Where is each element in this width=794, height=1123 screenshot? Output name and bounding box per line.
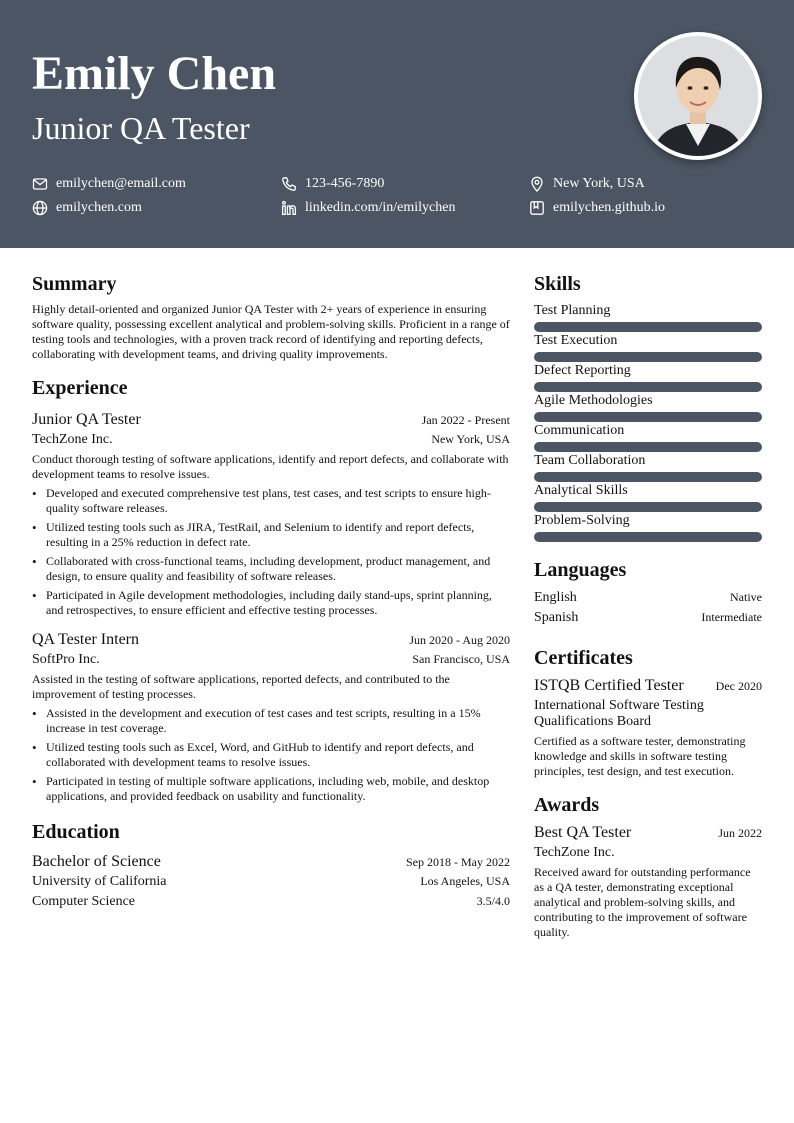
contact-linkedin[interactable] <box>281 198 455 218</box>
award-date: Jun 2022 <box>718 826 762 840</box>
job-bullet: • Utilized testing tools such as Excel, Word, and GitHub to identify and report defects, and collaborated with development teams to resolve issues. <box>32 740 510 770</box>
mail-icon <box>32 176 48 192</box>
contact-github-text: emilychen.github.io <box>553 200 665 215</box>
job-entry <box>32 410 510 618</box>
skill-name: Communication <box>534 423 625 438</box>
language-name: English <box>534 590 577 605</box>
skills-heading: Skills <box>534 273 581 295</box>
job-bullets <box>32 706 510 804</box>
job-bullets <box>32 486 510 618</box>
linkedin-icon <box>281 200 297 216</box>
job-dates: Jun 2020 - Aug 2020 <box>409 633 510 647</box>
education-dates: Sep 2018 - May 2022 <box>406 855 510 869</box>
skill-name: Defect Reporting <box>534 363 631 378</box>
skill-item <box>534 332 762 362</box>
contact-website[interactable] <box>32 198 142 218</box>
certificate-issuer: International Software Testing Qualifications Board <box>534 698 704 729</box>
contact-email-text: emilychen@email.com <box>56 176 186 191</box>
skill-bar <box>534 472 762 482</box>
phone-icon <box>281 176 297 192</box>
summary-section <box>32 272 510 362</box>
summary-heading: Summary <box>32 273 117 295</box>
job-bullet: • Developed and executed comprehensive test plans, test cases, and test scripts to ensure high-quality software releases. <box>32 486 510 516</box>
award-description: Received award for outstanding performance as a QA tester, demonstrating exceptional analytical and problem-solving skills, and contributing to the improvement of software quality. <box>534 865 751 939</box>
skill-name: Analytical Skills <box>534 483 628 498</box>
skill-item <box>534 452 762 482</box>
job-location: San Francisco, USA <box>412 652 510 666</box>
job-role: QA Tester Intern <box>32 631 139 648</box>
contact-location-text: New York, USA <box>553 176 645 191</box>
experience-section <box>32 376 510 804</box>
profile-photo <box>634 32 762 160</box>
skill-bar <box>534 532 762 542</box>
award-name: Best QA Tester <box>534 824 632 841</box>
language-item <box>534 608 762 628</box>
job-bullet: • Collaborated with cross-functional teams, including development, product management, and design, to ensure quality and feasibility of software releases. <box>32 554 510 584</box>
contact-website-text: emilychen.com <box>56 200 142 215</box>
job-role: Junior QA Tester <box>32 411 141 428</box>
award-org: TechZone Inc. <box>534 845 615 860</box>
skill-item <box>534 302 762 332</box>
skill-bar <box>534 502 762 512</box>
job-description: Conduct thorough testing of software applications, identify and report defects, and collaborate with development teams to resolve issues. <box>32 452 509 481</box>
languages-heading: Languages <box>534 559 627 581</box>
skill-name: Agile Methodologies <box>534 393 653 408</box>
awards-heading: Awards <box>534 794 600 816</box>
education-location: Los Angeles, USA <box>420 874 510 888</box>
education-section <box>32 820 510 912</box>
education-degree: Bachelor of Science <box>32 853 161 870</box>
language-name: Spanish <box>534 610 579 625</box>
resume-header <box>0 0 794 248</box>
contact-email[interactable] <box>32 174 186 194</box>
skill-item <box>534 362 762 392</box>
candidate-title: Junior QA Tester <box>32 110 250 146</box>
certificates-section <box>534 646 762 779</box>
skill-bar <box>534 382 762 392</box>
certificate-name: ISTQB Certified Tester <box>534 677 684 694</box>
certificate-description: Certified as a software tester, demonstrating knowledge and skills in software testing principles, test design, and test execution. <box>534 734 746 778</box>
awards-section <box>534 793 762 940</box>
summary-text: Highly detail-oriented and organized Junior QA Tester with 2+ years of experience in ensuring software quality, possessing excellent analytical and problem-solving skills. Proficient in a range of testing tools and technologies, with a proven track record of identifying and reporting defects, collaborating with development teams, and driving quality improvements. <box>32 302 510 361</box>
job-company: TechZone Inc. <box>32 432 113 447</box>
contact-phone-text: 123-456-7890 <box>305 176 385 191</box>
skill-name: Test Execution <box>534 333 618 348</box>
skills-section <box>534 272 762 542</box>
skill-item <box>534 422 762 452</box>
github-icon <box>529 200 545 216</box>
skill-item <box>534 392 762 422</box>
skill-name: Problem-Solving <box>534 513 630 528</box>
job-company: SoftPro Inc. <box>32 652 100 667</box>
skill-item <box>534 512 762 542</box>
skill-bar <box>534 442 762 452</box>
skill-name: Test Planning <box>534 303 611 318</box>
skill-item <box>534 482 762 512</box>
skill-bar <box>534 322 762 332</box>
education-field: Computer Science <box>32 894 136 909</box>
certificates-heading: Certificates <box>534 647 633 669</box>
job-location: New York, USA <box>431 432 510 446</box>
skill-bar <box>534 412 762 422</box>
job-description: Assisted in the testing of software applications, reported defects, and contributed to the improvement of testing processes. <box>32 672 450 701</box>
language-level: Native <box>730 590 762 604</box>
experience-heading: Experience <box>32 377 128 399</box>
job-entry <box>32 630 510 804</box>
contact-linkedin-text: linkedin.com/in/emilychen <box>305 200 456 215</box>
location-icon <box>529 176 545 192</box>
job-dates: Jan 2022 - Present <box>421 413 510 427</box>
certificate-date: Dec 2020 <box>715 679 762 693</box>
language-item <box>534 588 762 608</box>
job-bullet: • Participated in Agile development methodologies, including daily stand-ups, sprint planning, and retrospectives, to ensure efficient and effective testing processes. <box>32 588 510 618</box>
job-bullet: • Utilized testing tools such as JIRA, TestRail, and Selenium to identify and report defects, resulting in a 25% reduction in defect rate. <box>32 520 510 550</box>
contact-github[interactable] <box>529 198 665 218</box>
job-bullet: • Participated in testing of multiple software applications, including web, mobile, and desktop applications, and provided feedback on usability and functionality. <box>32 774 510 804</box>
contact-location <box>529 174 645 194</box>
education-school: University of California <box>32 874 167 889</box>
contact-phone[interactable] <box>281 174 384 194</box>
skill-name: Team Collaboration <box>534 453 646 468</box>
education-heading: Education <box>32 821 120 843</box>
job-bullet: • Assisted in the development and execution of test cases and test scripts, resulting in a 15% increase in test coverage. <box>32 706 510 736</box>
skill-bar <box>534 352 762 362</box>
globe-icon <box>32 200 48 216</box>
side-column <box>534 272 762 940</box>
candidate-name: Emily Chen <box>32 47 277 100</box>
language-level: Intermediate <box>701 610 762 624</box>
education-gpa: 3.5/4.0 <box>476 894 510 908</box>
main-column <box>32 272 510 912</box>
languages-section <box>534 558 762 628</box>
